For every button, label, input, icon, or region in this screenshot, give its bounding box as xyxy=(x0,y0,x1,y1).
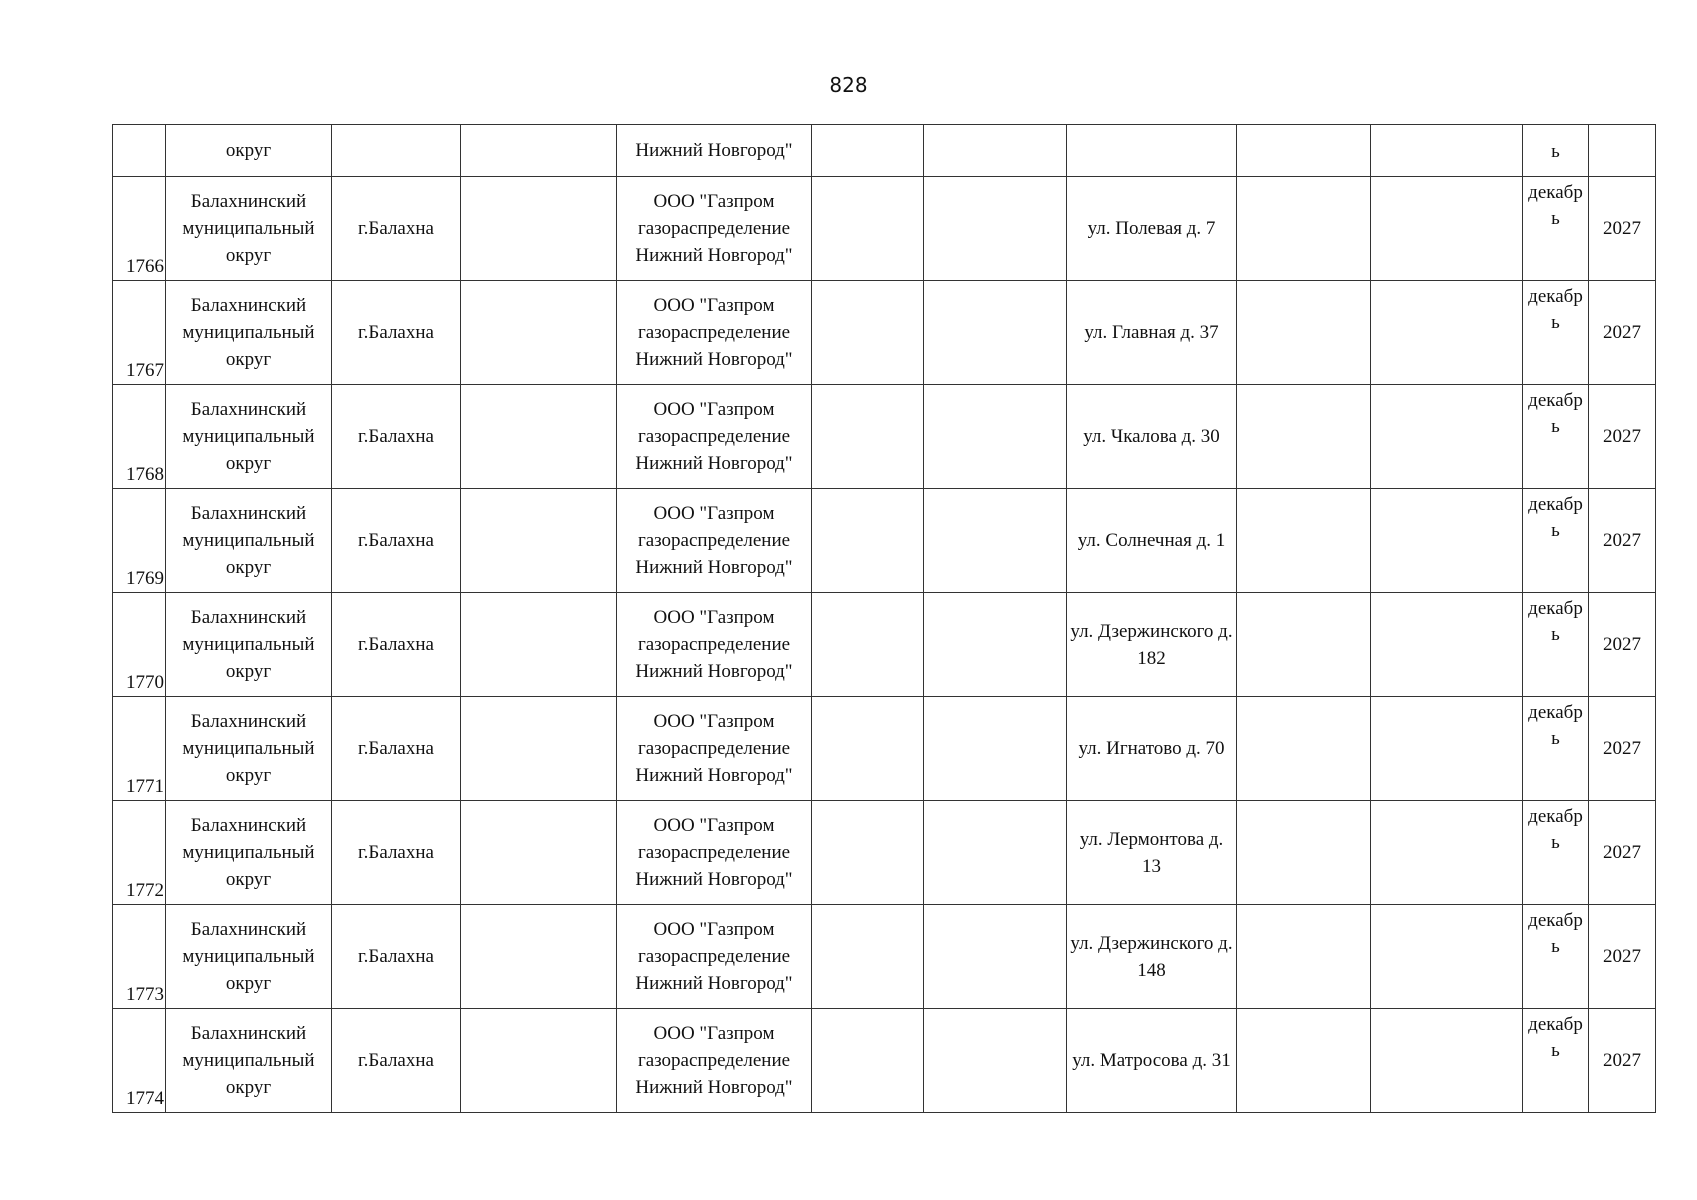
cell-empty xyxy=(1371,905,1523,1009)
cell-empty xyxy=(461,177,617,281)
cell-year: 2027 xyxy=(1589,1009,1656,1113)
cell-district: Балахнинский муниципальный округ xyxy=(166,1009,332,1113)
cell-year: 2027 xyxy=(1589,489,1656,593)
cell-empty xyxy=(924,125,1067,177)
table-row xyxy=(113,697,1656,801)
cell-empty xyxy=(924,177,1067,281)
cell-empty xyxy=(812,1009,924,1113)
cell-address: ул. Матросова д. 31 xyxy=(1067,1009,1237,1113)
cell-num: 1773 xyxy=(113,905,166,1009)
cell-empty xyxy=(812,385,924,489)
cell-empty xyxy=(461,125,617,177)
cell-num: 1771 xyxy=(113,697,166,801)
cell-settlement: г.Балахна xyxy=(332,1009,461,1113)
cell-settlement: г.Балахна xyxy=(332,177,461,281)
cell-empty xyxy=(924,489,1067,593)
cell-num: 1767 xyxy=(113,281,166,385)
cell-num: 1768 xyxy=(113,385,166,489)
table-row xyxy=(113,593,1656,697)
cell-empty xyxy=(1237,281,1371,385)
cell-empty xyxy=(1237,1009,1371,1113)
cell-district: Балахнинский муниципальный округ xyxy=(166,177,332,281)
table-row xyxy=(113,385,1656,489)
cell-empty xyxy=(924,905,1067,1009)
cell-organization: ООО "Газпром газораспределение Нижний Новгород" xyxy=(617,281,812,385)
cell-address: ул. Лермонтова д. 13 xyxy=(1067,801,1237,905)
cell-empty xyxy=(461,801,617,905)
cell-empty xyxy=(461,489,617,593)
cell-empty xyxy=(812,177,924,281)
cell-address xyxy=(1067,125,1237,177)
cell-empty xyxy=(461,385,617,489)
cell-empty xyxy=(1371,177,1523,281)
cell-year xyxy=(1589,125,1656,177)
cell-num: 1766 xyxy=(113,177,166,281)
cell-month: декабрь xyxy=(1523,177,1589,281)
cell-district: округ xyxy=(166,125,332,177)
cell-empty xyxy=(1237,801,1371,905)
cell-month: ь xyxy=(1523,125,1589,177)
cell-empty xyxy=(1237,905,1371,1009)
cell-empty xyxy=(1237,593,1371,697)
table-row xyxy=(113,489,1656,593)
table-row xyxy=(113,905,1656,1009)
cell-empty xyxy=(1371,281,1523,385)
cell-organization: ООО "Газпром газораспределение Нижний Новгород" xyxy=(617,385,812,489)
cell-organization: ООО "Газпром газораспределение Нижний Новгород" xyxy=(617,801,812,905)
cell-empty xyxy=(812,801,924,905)
cell-empty xyxy=(1237,177,1371,281)
cell-address: ул. Игнатово д. 70 xyxy=(1067,697,1237,801)
cell-empty xyxy=(1237,125,1371,177)
table-row xyxy=(113,801,1656,905)
cell-settlement xyxy=(332,125,461,177)
cell-year: 2027 xyxy=(1589,905,1656,1009)
cell-district: Балахнинский муниципальный округ xyxy=(166,281,332,385)
table-row xyxy=(113,1009,1656,1113)
cell-empty xyxy=(461,905,617,1009)
cell-district: Балахнинский муниципальный округ xyxy=(166,905,332,1009)
cell-district: Балахнинский муниципальный округ xyxy=(166,489,332,593)
cell-num: 1772 xyxy=(113,801,166,905)
cell-empty xyxy=(1371,1009,1523,1113)
cell-month: декабрь xyxy=(1523,281,1589,385)
cell-organization: ООО "Газпром газораспределение Нижний Новгород" xyxy=(617,177,812,281)
cell-year: 2027 xyxy=(1589,593,1656,697)
cell-num: 1774 xyxy=(113,1009,166,1113)
cell-settlement: г.Балахна xyxy=(332,697,461,801)
cell-address: ул. Главная д. 37 xyxy=(1067,281,1237,385)
cell-month: декабрь xyxy=(1523,801,1589,905)
cell-empty xyxy=(461,281,617,385)
table-row xyxy=(113,177,1656,281)
cell-empty xyxy=(924,697,1067,801)
cell-settlement: г.Балахна xyxy=(332,489,461,593)
cell-empty xyxy=(461,593,617,697)
cell-year: 2027 xyxy=(1589,177,1656,281)
cell-empty xyxy=(812,697,924,801)
cell-organization: ООО "Газпром газораспределение Нижний Новгород" xyxy=(617,593,812,697)
cell-organization: ООО "Газпром газораспределение Нижний Новгород" xyxy=(617,489,812,593)
cell-settlement: г.Балахна xyxy=(332,593,461,697)
registry-table xyxy=(112,124,1656,1113)
cell-address: ул. Солнечная д. 1 xyxy=(1067,489,1237,593)
cell-month: декабрь xyxy=(1523,1009,1589,1113)
cell-year: 2027 xyxy=(1589,385,1656,489)
cell-empty xyxy=(812,281,924,385)
cell-empty xyxy=(1371,125,1523,177)
cell-num: 1769 xyxy=(113,489,166,593)
cell-empty xyxy=(1237,385,1371,489)
cell-empty xyxy=(924,385,1067,489)
cell-empty xyxy=(1371,801,1523,905)
cell-num: 1770 xyxy=(113,593,166,697)
cell-district: Балахнинский муниципальный округ xyxy=(166,801,332,905)
cell-settlement: г.Балахна xyxy=(332,905,461,1009)
cell-settlement: г.Балахна xyxy=(332,385,461,489)
cell-empty xyxy=(461,697,617,801)
cell-year: 2027 xyxy=(1589,801,1656,905)
cell-empty xyxy=(1371,385,1523,489)
cell-organization: ООО "Газпром газораспределение Нижний Новгород" xyxy=(617,905,812,1009)
table-row xyxy=(113,281,1656,385)
cell-month: декабрь xyxy=(1523,593,1589,697)
cell-empty xyxy=(812,125,924,177)
cell-organization: ООО "Газпром газораспределение Нижний Новгород" xyxy=(617,1009,812,1113)
cell-empty xyxy=(924,1009,1067,1113)
cell-year: 2027 xyxy=(1589,281,1656,385)
cell-empty xyxy=(1371,489,1523,593)
cell-district: Балахнинский муниципальный округ xyxy=(166,697,332,801)
cell-district: Балахнинский муниципальный округ xyxy=(166,593,332,697)
cell-empty xyxy=(924,593,1067,697)
table-body xyxy=(113,125,1656,1113)
cell-month: декабрь xyxy=(1523,697,1589,801)
cell-district: Балахнинский муниципальный округ xyxy=(166,385,332,489)
page-number: 828 xyxy=(829,73,868,97)
cell-address: ул. Чкалова д. 30 xyxy=(1067,385,1237,489)
cell-num xyxy=(113,125,166,177)
cell-empty xyxy=(1371,593,1523,697)
cell-address: ул. Дзержинского д. 182 xyxy=(1067,593,1237,697)
continuation-row xyxy=(113,125,1656,177)
cell-empty xyxy=(461,1009,617,1113)
cell-empty xyxy=(1237,489,1371,593)
cell-empty xyxy=(924,281,1067,385)
cell-empty xyxy=(812,489,924,593)
cell-month: декабрь xyxy=(1523,489,1589,593)
cell-month: декабрь xyxy=(1523,905,1589,1009)
cell-settlement: г.Балахна xyxy=(332,281,461,385)
cell-address: ул. Дзержинского д. 148 xyxy=(1067,905,1237,1009)
cell-settlement: г.Балахна xyxy=(332,801,461,905)
cell-address: ул. Полевая д. 7 xyxy=(1067,177,1237,281)
cell-empty xyxy=(812,593,924,697)
cell-organization: ООО "Газпром газораспределение Нижний Новгород" xyxy=(617,697,812,801)
cell-organization: Нижний Новгород" xyxy=(617,125,812,177)
cell-empty xyxy=(924,801,1067,905)
cell-empty xyxy=(1237,697,1371,801)
cell-month: декабрь xyxy=(1523,385,1589,489)
cell-empty xyxy=(812,905,924,1009)
cell-empty xyxy=(1371,697,1523,801)
cell-year: 2027 xyxy=(1589,697,1656,801)
